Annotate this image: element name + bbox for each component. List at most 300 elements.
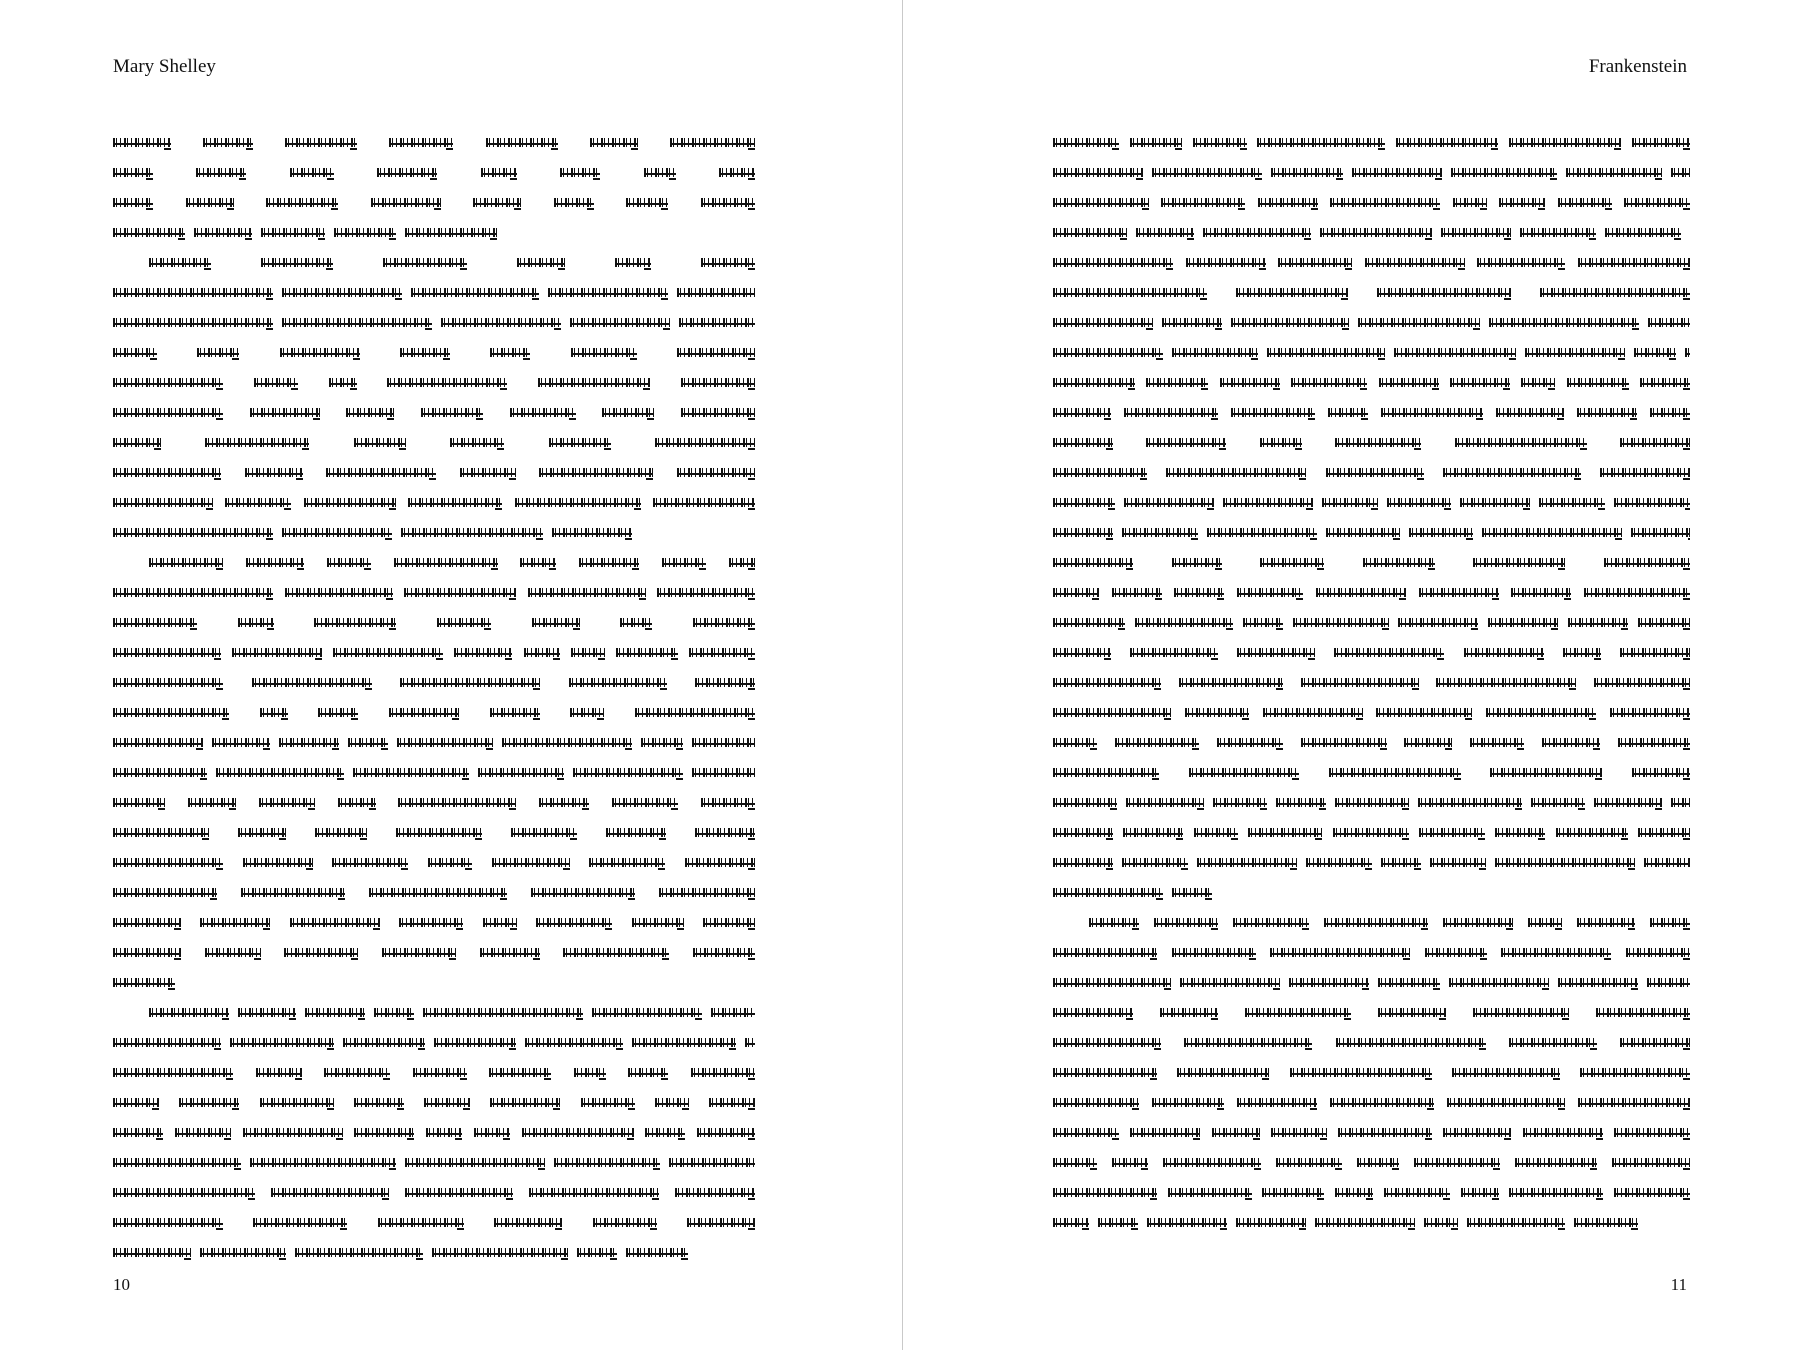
glyph-word <box>1632 136 1690 150</box>
right-text-block <box>1053 128 1690 1238</box>
glyph-word <box>1262 1186 1324 1200</box>
glyph-word <box>280 346 360 360</box>
glyph-word <box>238 616 274 630</box>
glyph-word <box>1189 766 1299 780</box>
glyph-word <box>212 736 270 750</box>
glyph-word <box>1276 1156 1342 1170</box>
glyph-word <box>113 946 181 960</box>
glyph-word <box>695 676 755 690</box>
glyph-word <box>1260 436 1302 450</box>
glyph-word <box>1509 136 1621 150</box>
glyph-word <box>1207 526 1317 540</box>
glyph-word <box>1333 826 1409 840</box>
glyph-word <box>196 166 246 180</box>
glyph-word <box>1329 766 1461 780</box>
glyph-word <box>394 556 498 570</box>
glyph-word <box>113 886 217 900</box>
glyph-word <box>1180 976 1280 990</box>
glyph-word <box>354 1126 414 1140</box>
glyph-word <box>693 616 755 630</box>
glyph-word <box>1194 826 1238 840</box>
glyph-word <box>1455 436 1587 450</box>
text-line <box>113 998 755 1028</box>
text-line <box>1053 668 1690 698</box>
glyph-word <box>632 916 684 930</box>
text-line <box>113 278 755 308</box>
glyph-word <box>1115 736 1199 750</box>
glyph-word <box>113 1126 163 1140</box>
glyph-word <box>113 496 213 510</box>
text-line <box>113 668 755 698</box>
glyph-word <box>1521 376 1555 390</box>
glyph-word <box>254 376 298 390</box>
glyph-word <box>1053 256 1173 270</box>
glyph-word <box>1419 586 1499 600</box>
glyph-word <box>1306 856 1372 870</box>
glyph-word <box>113 766 207 780</box>
glyph-word <box>1365 256 1465 270</box>
glyph-word <box>295 1246 423 1260</box>
glyph-word <box>1053 1126 1119 1140</box>
glyph-word <box>1258 196 1318 210</box>
glyph-word <box>1363 556 1435 570</box>
glyph-word <box>662 556 706 570</box>
text-line <box>113 248 755 278</box>
glyph-word <box>401 526 543 540</box>
glyph-word <box>697 1126 755 1140</box>
glyph-word <box>1330 1096 1434 1110</box>
paragraph <box>113 128 755 248</box>
glyph-word <box>1291 376 1367 390</box>
glyph-word <box>1620 436 1690 450</box>
glyph-word <box>644 166 676 180</box>
glyph-word <box>241 886 345 900</box>
glyph-word <box>1414 1156 1500 1170</box>
text-line <box>1053 308 1690 338</box>
glyph-word <box>216 766 344 780</box>
glyph-word <box>549 436 611 450</box>
glyph-word <box>669 1156 755 1170</box>
glyph-word <box>1523 1126 1603 1140</box>
glyph-word <box>1384 1186 1450 1200</box>
glyph-word <box>1146 436 1226 450</box>
glyph-word <box>1566 166 1662 180</box>
glyph-word <box>253 1216 347 1230</box>
glyph-word <box>1053 946 1157 960</box>
running-head-title: Frankenstein <box>1588 56 1687 77</box>
glyph-word <box>1409 526 1473 540</box>
glyph-word <box>691 1066 755 1080</box>
glyph-word <box>1419 826 1485 840</box>
glyph-word <box>1376 706 1472 720</box>
glyph-word <box>259 796 315 810</box>
glyph-word <box>1237 586 1303 600</box>
glyph-word <box>490 1096 560 1110</box>
glyph-word <box>1540 286 1690 300</box>
glyph-word <box>719 166 755 180</box>
glyph-word <box>1528 916 1562 930</box>
glyph-word <box>405 226 497 240</box>
page-number-left: 10 <box>113 1275 130 1294</box>
text-line <box>1053 338 1690 368</box>
glyph-word <box>1220 376 1280 390</box>
glyph-word <box>1539 496 1605 510</box>
glyph-word <box>635 706 755 720</box>
glyph-word <box>528 586 646 600</box>
glyph-word <box>113 466 221 480</box>
text-line <box>1053 968 1690 998</box>
text-line <box>113 1088 755 1118</box>
glyph-word <box>377 166 437 180</box>
glyph-word <box>569 676 667 690</box>
glyph-word <box>692 736 755 750</box>
glyph-word <box>1276 796 1326 810</box>
text-line <box>1053 368 1690 398</box>
paragraph <box>113 548 755 998</box>
glyph-word <box>571 346 637 360</box>
glyph-word <box>113 796 165 810</box>
glyph-word <box>1053 1216 1089 1230</box>
glyph-word <box>1509 1186 1603 1200</box>
paragraph <box>1053 128 1690 908</box>
glyph-word <box>1260 556 1324 570</box>
glyph-word <box>1632 766 1690 780</box>
text-line <box>113 1148 755 1178</box>
text-line <box>1053 488 1690 518</box>
glyph-word <box>1467 1216 1565 1230</box>
glyph-word <box>374 1006 414 1020</box>
glyph-word <box>1358 316 1480 330</box>
glyph-word <box>260 706 288 720</box>
glyph-word <box>1584 586 1690 600</box>
text-line <box>113 638 755 668</box>
glyph-word <box>1290 1066 1432 1080</box>
glyph-word <box>1053 376 1135 390</box>
glyph-word <box>1053 1096 1139 1110</box>
glyph-word <box>1271 1126 1327 1140</box>
glyph-word <box>261 226 325 240</box>
glyph-word <box>246 556 304 570</box>
text-line <box>113 518 755 548</box>
glyph-word <box>1124 496 1214 510</box>
text-line <box>1053 638 1690 668</box>
text-line <box>1053 938 1690 968</box>
glyph-word <box>1123 826 1183 840</box>
glyph-word <box>266 196 338 210</box>
glyph-word <box>1577 406 1637 420</box>
glyph-word <box>113 976 175 990</box>
text-line <box>113 968 755 998</box>
glyph-word <box>1112 1156 1148 1170</box>
glyph-word <box>554 1156 660 1170</box>
glyph-word <box>1212 1126 1260 1140</box>
glyph-word <box>589 856 665 870</box>
glyph-word <box>1185 706 1249 720</box>
glyph-word <box>1053 556 1133 570</box>
glyph-word <box>1053 646 1111 660</box>
glyph-word <box>703 916 755 930</box>
glyph-word <box>1447 1096 1565 1110</box>
glyph-word <box>113 1216 223 1230</box>
glyph-word <box>1315 1216 1415 1230</box>
glyph-word <box>369 886 507 900</box>
glyph-word <box>1179 676 1283 690</box>
glyph-word <box>113 1096 159 1110</box>
glyph-word <box>532 616 580 630</box>
glyph-word <box>677 346 755 360</box>
text-line <box>113 128 755 158</box>
glyph-word <box>113 1036 221 1050</box>
glyph-word <box>315 826 367 840</box>
glyph-word <box>1644 856 1690 870</box>
glyph-word <box>1460 496 1530 510</box>
glyph-word <box>205 946 261 960</box>
glyph-word <box>574 1066 606 1080</box>
glyph-word <box>387 376 507 390</box>
glyph-word <box>1499 196 1545 210</box>
text-line <box>1053 818 1690 848</box>
glyph-word <box>1053 286 1207 300</box>
glyph-word <box>1172 346 1258 360</box>
glyph-word <box>113 646 221 660</box>
text-line <box>1053 158 1690 188</box>
glyph-word <box>225 496 291 510</box>
text-line <box>1053 578 1690 608</box>
glyph-word <box>606 826 666 840</box>
glyph-word <box>113 436 161 450</box>
glyph-word <box>1496 406 1564 420</box>
glyph-word <box>1217 736 1283 750</box>
text-line <box>1053 248 1690 278</box>
glyph-word <box>1136 226 1194 240</box>
glyph-word <box>450 436 504 450</box>
glyph-word <box>1470 736 1524 750</box>
glyph-word <box>1425 946 1487 960</box>
glyph-word <box>502 736 632 750</box>
text-line <box>113 758 755 788</box>
glyph-word <box>632 1036 736 1050</box>
glyph-word <box>1404 736 1452 750</box>
glyph-word <box>1614 1126 1690 1140</box>
text-line <box>113 428 755 458</box>
glyph-word <box>1378 976 1440 990</box>
glyph-word <box>653 496 755 510</box>
glyph-word <box>515 496 641 510</box>
glyph-word <box>1289 976 1369 990</box>
glyph-word <box>252 676 372 690</box>
glyph-word <box>1618 736 1690 750</box>
glyph-word <box>1126 796 1204 810</box>
glyph-word <box>238 1006 296 1020</box>
glyph-word <box>230 1036 334 1050</box>
glyph-word <box>113 1246 191 1260</box>
glyph-word <box>573 766 683 780</box>
glyph-word <box>113 136 171 150</box>
text-line <box>1053 788 1690 818</box>
glyph-word <box>290 166 334 180</box>
glyph-word <box>1098 1216 1138 1230</box>
glyph-word <box>460 466 516 480</box>
glyph-word <box>1174 586 1224 600</box>
glyph-word <box>701 796 755 810</box>
text-line <box>113 908 755 938</box>
glyph-word <box>1326 526 1400 540</box>
glyph-word <box>1378 1006 1446 1020</box>
glyph-word <box>1245 1006 1351 1020</box>
glyph-word <box>1197 856 1297 870</box>
text-line <box>1053 608 1690 638</box>
text-line <box>1053 698 1690 728</box>
glyph-word <box>113 1156 241 1170</box>
glyph-word <box>284 946 358 960</box>
glyph-word <box>1495 856 1635 870</box>
glyph-word <box>1511 586 1571 600</box>
glyph-word <box>1236 286 1348 300</box>
text-line <box>1053 1058 1690 1088</box>
glyph-word <box>271 1186 389 1200</box>
glyph-word <box>383 256 467 270</box>
glyph-word <box>113 346 157 360</box>
glyph-word <box>1053 826 1113 840</box>
glyph-word <box>186 196 234 210</box>
glyph-word <box>1473 1006 1569 1020</box>
paragraph <box>113 998 755 1268</box>
glyph-word <box>149 1006 229 1020</box>
text-line <box>113 878 755 908</box>
glyph-word <box>581 1096 635 1110</box>
glyph-word <box>1053 1186 1157 1200</box>
glyph-word <box>517 256 565 270</box>
text-line <box>1053 1118 1690 1148</box>
text-line <box>1053 128 1690 158</box>
glyph-word <box>282 286 402 300</box>
text-line <box>1053 278 1690 308</box>
glyph-word <box>709 1096 755 1110</box>
glyph-word <box>200 1246 286 1260</box>
glyph-word <box>1624 196 1690 210</box>
glyph-word <box>1334 646 1444 660</box>
text-line <box>113 818 755 848</box>
glyph-word <box>1563 646 1601 660</box>
glyph-word <box>693 946 755 960</box>
glyph-word <box>1186 256 1266 270</box>
glyph-word <box>250 406 320 420</box>
glyph-word <box>1574 1216 1638 1230</box>
text-line <box>113 728 755 758</box>
glyph-word <box>539 466 653 480</box>
glyph-word <box>113 526 273 540</box>
glyph-word <box>113 916 181 930</box>
glyph-word <box>333 646 443 660</box>
glyph-word <box>1515 1156 1597 1170</box>
glyph-word <box>113 676 223 690</box>
glyph-word <box>1452 1066 1560 1080</box>
glyph-word <box>1324 916 1428 930</box>
glyph-word <box>1567 376 1629 390</box>
glyph-word <box>1631 526 1690 540</box>
glyph-word <box>1213 796 1267 810</box>
glyph-word <box>1594 676 1690 690</box>
glyph-word <box>1453 196 1487 210</box>
glyph-word <box>1600 466 1690 480</box>
glyph-word <box>1650 916 1690 930</box>
glyph-word <box>1053 136 1119 150</box>
glyph-word <box>1577 916 1635 930</box>
glyph-word <box>494 1216 562 1230</box>
glyph-word <box>490 706 540 720</box>
glyph-word <box>675 1186 755 1200</box>
text-line <box>1053 878 1690 908</box>
text-line <box>113 938 755 968</box>
glyph-word <box>1257 136 1385 150</box>
glyph-word <box>1237 1096 1317 1110</box>
glyph-word <box>1053 1006 1133 1020</box>
glyph-word <box>1326 466 1424 480</box>
text-line <box>113 788 755 818</box>
glyph-word <box>1122 856 1188 870</box>
glyph-word <box>441 316 561 330</box>
glyph-word <box>1328 406 1368 420</box>
glyph-word <box>1053 526 1113 540</box>
right-page <box>903 0 1800 1350</box>
glyph-word <box>539 796 589 810</box>
glyph-word <box>1053 226 1127 240</box>
glyph-word <box>1443 466 1581 480</box>
glyph-word <box>1053 466 1147 480</box>
glyph-word <box>188 796 236 810</box>
glyph-word <box>474 1126 510 1140</box>
glyph-word <box>1436 676 1576 690</box>
page-number-right: 11 <box>1670 1275 1687 1294</box>
glyph-word <box>326 466 436 480</box>
glyph-word <box>1620 1036 1690 1050</box>
glyph-word <box>421 406 483 420</box>
glyph-word <box>1278 256 1352 270</box>
glyph-word <box>1322 496 1378 510</box>
text-line <box>113 548 755 578</box>
glyph-word <box>256 1066 302 1080</box>
glyph-word <box>1163 1156 1261 1170</box>
glyph-word <box>1558 976 1638 990</box>
glyph-word <box>404 586 516 600</box>
glyph-word <box>511 826 577 840</box>
glyph-word <box>1671 796 1690 810</box>
glyph-word <box>1316 586 1406 600</box>
glyph-word <box>1542 736 1600 750</box>
glyph-word <box>655 436 755 450</box>
glyph-word <box>343 1036 425 1050</box>
glyph-word <box>1490 766 1602 780</box>
glyph-word <box>304 496 396 510</box>
glyph-word <box>113 1066 233 1080</box>
glyph-word <box>290 916 380 930</box>
glyph-word <box>279 736 339 750</box>
glyph-word <box>285 136 357 150</box>
glyph-word <box>113 196 153 210</box>
glyph-word <box>711 1006 755 1020</box>
paragraph <box>1053 908 1690 1238</box>
glyph-word <box>570 706 604 720</box>
glyph-word <box>1418 796 1522 810</box>
glyph-word <box>645 1126 685 1140</box>
text-line <box>1053 548 1690 578</box>
glyph-word <box>432 1246 568 1260</box>
glyph-word <box>529 1186 659 1200</box>
glyph-word <box>687 1216 755 1230</box>
glyph-word <box>1053 766 1159 780</box>
glyph-word <box>620 616 652 630</box>
glyph-word <box>245 466 303 480</box>
